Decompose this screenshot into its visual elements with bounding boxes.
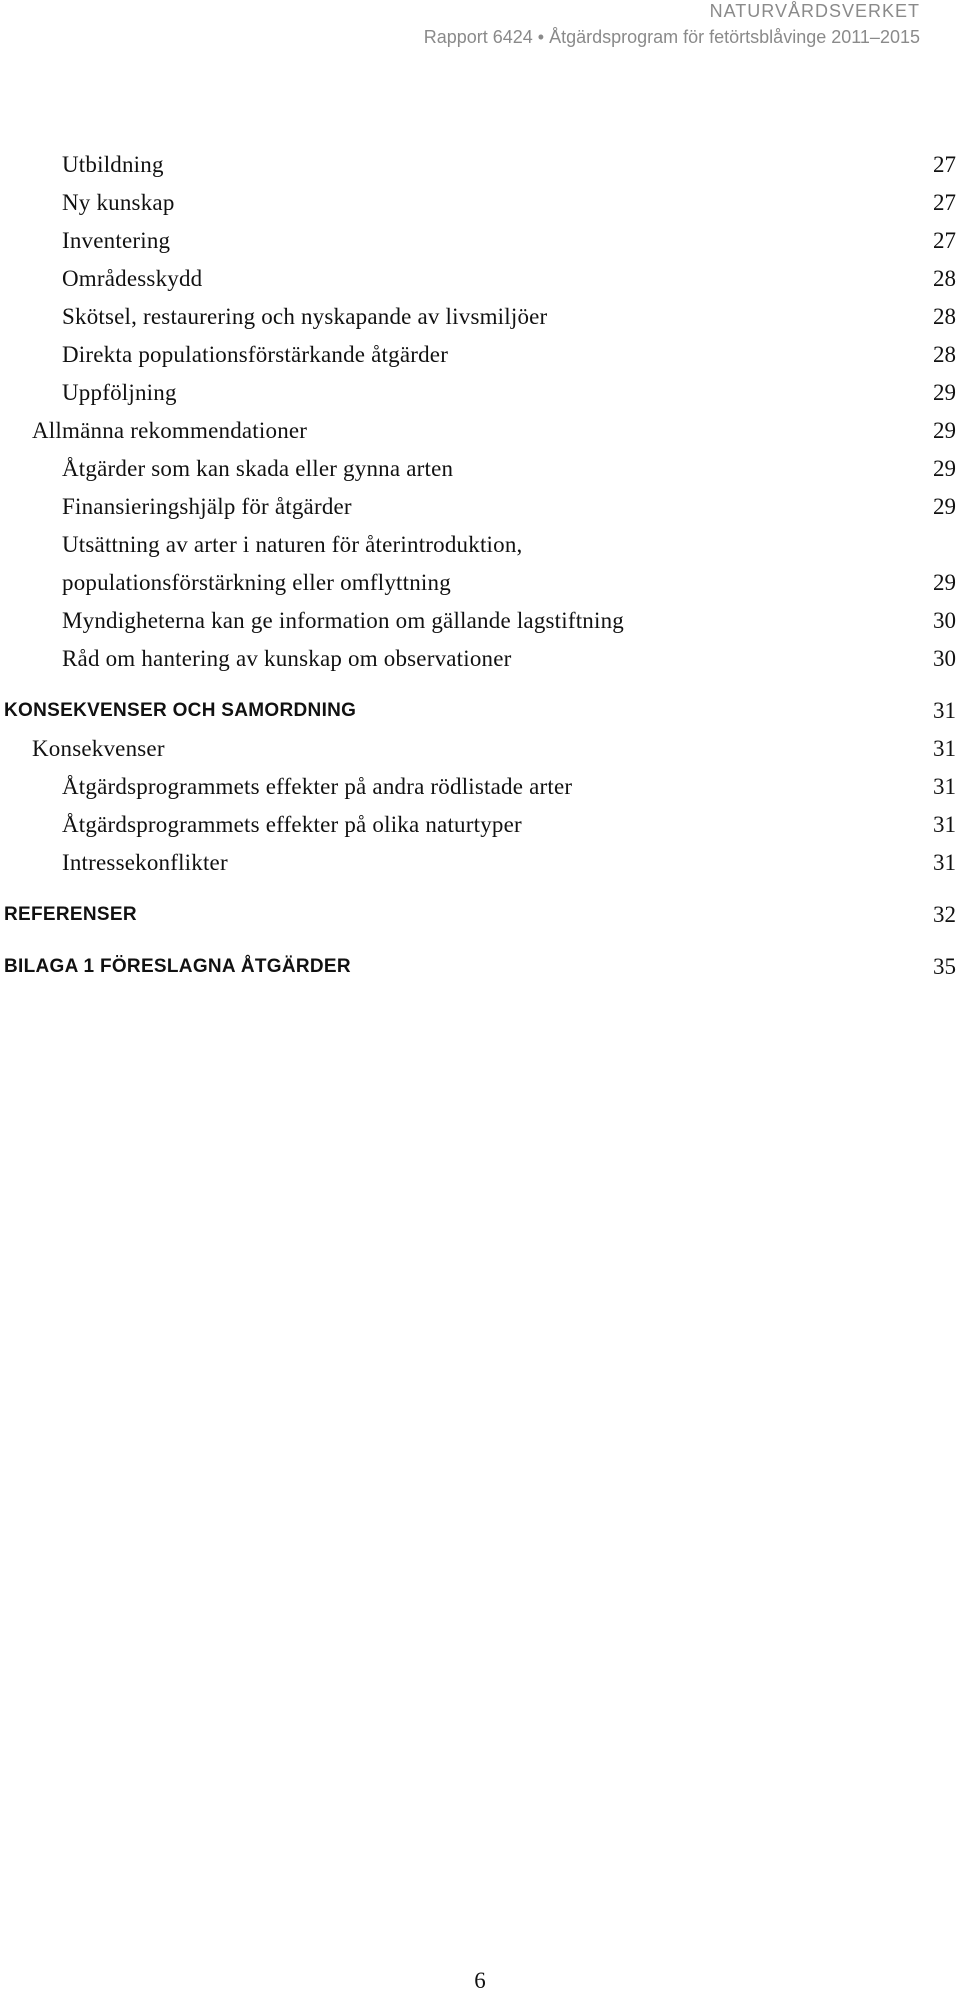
toc-entry[interactable] — [0, 260, 960, 298]
toc-entry-title-line1: Utsättning av arter i naturen för återintroduktion, — [62, 532, 523, 557]
toc-entry-page: 27 — [933, 152, 956, 177]
toc-entry-title: Myndigheterna kan ge information om gällande lagstiftning — [62, 608, 624, 633]
toc-entry-title: Finansieringshjälp för åtgärder — [62, 494, 352, 519]
toc-entry[interactable] — [0, 602, 960, 640]
toc-entry[interactable] — [0, 374, 960, 412]
toc-entry-page: 30 — [933, 646, 956, 671]
toc-entry-title: Ny kunskap — [62, 190, 175, 215]
toc-section-heading[interactable] — [0, 948, 960, 986]
toc-entry-page: 28 — [933, 266, 956, 291]
toc-entry[interactable] — [0, 640, 960, 678]
toc-entry-title: Intressekonflikter — [62, 850, 228, 875]
toc-entry-page: 31 — [933, 812, 956, 837]
toc-entry-page: 29 — [933, 418, 956, 443]
toc-entry-title: Åtgärder som kan skada eller gynna arten — [62, 456, 454, 481]
page-number: 6 — [474, 1968, 486, 1993]
toc-entry-title: Konsekvenser — [32, 736, 165, 761]
toc-entry-title-line2: populationsförstärkning eller omflyttning — [62, 570, 451, 595]
toc-section-heading[interactable] — [0, 692, 960, 730]
toc-entry-page: 28 — [933, 342, 956, 367]
toc-entry[interactable] — [0, 526, 960, 602]
toc-entry[interactable] — [0, 450, 960, 488]
toc-entry-title: Direkta populationsförstärkande åtgärder — [62, 342, 449, 367]
toc-entry-page: 27 — [933, 228, 956, 253]
organization-name: NATURVÅRDSVERKET — [709, 1, 920, 21]
page-header — [424, 0, 920, 48]
toc-entry-title: Råd om hantering av kunskap om observationer — [62, 646, 512, 671]
toc-entry-title: Skötsel, restaurering och nyskapande av livsmiljöer — [62, 304, 548, 329]
toc-entry[interactable] — [0, 768, 960, 806]
toc-entry-title: Områdesskydd — [62, 266, 203, 291]
toc-entry-page: 31 — [933, 774, 956, 799]
report-title: Rapport 6424 • Åtgärdsprogram för fetörtsblåvinge 2011–2015 — [423, 27, 920, 47]
toc-entry-title: Allmänna rekommendationer — [32, 418, 308, 443]
toc-entry[interactable] — [0, 222, 960, 260]
toc-entry[interactable] — [0, 844, 960, 882]
toc-entry-page: 30 — [933, 608, 956, 633]
toc-section-page: 32 — [933, 902, 956, 927]
toc-entry-title: Utbildning — [62, 152, 164, 177]
toc-entry-page: 29 — [933, 380, 956, 405]
table-of-contents — [0, 146, 960, 986]
toc-entry-page: 31 — [933, 736, 956, 761]
toc-section-title: KONSEKVENSER OCH SAMORDNING — [4, 700, 357, 721]
toc-entry[interactable] — [0, 488, 960, 526]
toc-entry[interactable] — [0, 336, 960, 374]
toc-entry-title: Åtgärdsprogrammets effekter på andra rödlistade arter — [62, 774, 573, 799]
toc-entry[interactable] — [0, 730, 960, 768]
toc-entry[interactable] — [0, 806, 960, 844]
toc-entry[interactable] — [0, 146, 960, 184]
toc-entry[interactable] — [0, 298, 960, 336]
toc-section-title: REFERENSER — [4, 904, 137, 925]
toc-entry-title: Inventering — [62, 228, 171, 253]
toc-entry-title: Åtgärdsprogrammets effekter på olika naturtyper — [62, 812, 522, 837]
toc-section-title: BILAGA 1 FÖRESLAGNA ÅTGÄRDER — [4, 956, 351, 977]
toc-entry-page: 31 — [933, 850, 956, 875]
toc-section-page: 35 — [933, 954, 956, 979]
toc-entry-page: 27 — [933, 190, 956, 215]
toc-entry-page: 28 — [933, 304, 956, 329]
toc-entry-page: 29 — [933, 494, 956, 519]
toc-entry[interactable] — [0, 184, 960, 222]
toc-entry-page: 29 — [933, 570, 956, 595]
toc-section-page: 31 — [933, 698, 956, 723]
toc-section-heading[interactable] — [0, 896, 960, 934]
toc-entry-title: Uppföljning — [62, 380, 177, 405]
toc-entry-page: 29 — [933, 456, 956, 481]
toc-entry[interactable] — [0, 412, 960, 450]
